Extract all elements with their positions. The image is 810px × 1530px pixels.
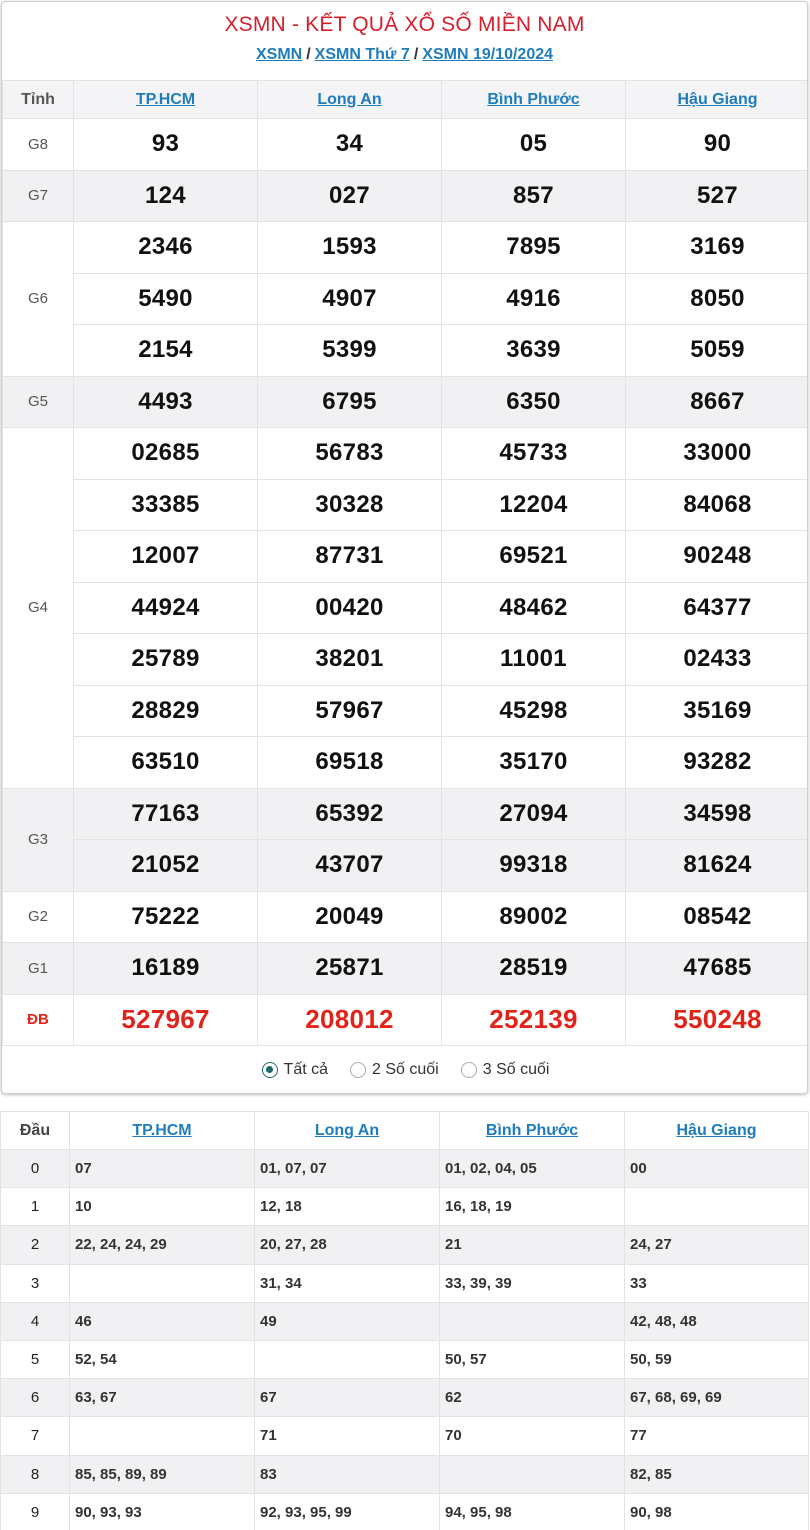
- prize-row: [3, 479, 809, 531]
- dau-row: [1, 1340, 809, 1378]
- prize-row: [3, 531, 809, 583]
- header-tinh: Tỉnh: [3, 81, 74, 119]
- dau-cell: 12, 18: [255, 1188, 440, 1226]
- filter-all-label: Tất cả: [283, 1061, 329, 1078]
- dau-cell: 07: [70, 1150, 255, 1188]
- page-title: XSMN - KẾT QUẢ XỔ SỐ MIỀN NAM: [224, 13, 585, 36]
- prize-number: 4493: [74, 376, 258, 428]
- dau-head-digit: 0: [1, 1150, 70, 1188]
- filter-last-2[interactable]: [350, 1061, 439, 1079]
- prize-number: 33385: [74, 479, 258, 531]
- dau-header-tphcm: [70, 1112, 255, 1150]
- radio-icon[interactable]: [350, 1062, 366, 1078]
- prize-number: 99318: [442, 840, 626, 892]
- prize-number: 16189: [74, 943, 258, 995]
- dau-cell: 71: [255, 1417, 440, 1455]
- prize-number: 28519: [442, 943, 626, 995]
- prize-row: [3, 428, 809, 480]
- dau-cell: [440, 1302, 625, 1340]
- prize-number: 02433: [626, 634, 809, 686]
- dau-cell: [625, 1188, 809, 1226]
- prize-number: 00420: [258, 582, 442, 634]
- dau-row: [1, 1302, 809, 1340]
- prize-row: [3, 170, 809, 222]
- dau-row: [1, 1188, 809, 1226]
- dau-head-digit: 7: [1, 1417, 70, 1455]
- prize-number: 08542: [626, 891, 809, 943]
- header-province-binhphuoc: [442, 81, 626, 119]
- prize-number: 05: [442, 119, 626, 171]
- prize-label: G3: [3, 788, 74, 891]
- prize-number: 12007: [74, 531, 258, 583]
- prize-number: 64377: [626, 582, 809, 634]
- prize-row: [3, 685, 809, 737]
- header-province-longan: [258, 81, 442, 119]
- dau-cell: 52, 54: [70, 1340, 255, 1378]
- prize-label: ĐB: [3, 994, 74, 1046]
- prize-number: 30328: [258, 479, 442, 531]
- results-table: [2, 80, 808, 1046]
- prize-number: 6795: [258, 376, 442, 428]
- prize-number: 38201: [258, 634, 442, 686]
- prize-number: 44924: [74, 582, 258, 634]
- prize-number: 90248: [626, 531, 809, 583]
- dau-header-longan: [255, 1112, 440, 1150]
- prize-number: 11001: [442, 634, 626, 686]
- breadcrumb-separator: /: [306, 46, 311, 63]
- prize-number: 4907: [258, 273, 442, 325]
- special-prize-number: 208012: [258, 994, 442, 1046]
- dau-cell: [70, 1264, 255, 1302]
- prize-number: 84068: [626, 479, 809, 531]
- prize-number: 5490: [74, 273, 258, 325]
- filter-last-2-label: 2 Số cuối: [372, 1061, 439, 1078]
- prize-number: 93282: [626, 737, 809, 789]
- radio-icon[interactable]: [461, 1062, 477, 1078]
- special-prize-number: 252139: [442, 994, 626, 1046]
- dau-cell: [440, 1455, 625, 1493]
- prize-number: 3169: [626, 222, 809, 274]
- dau-cell: 22, 24, 24, 29: [70, 1226, 255, 1264]
- dau-header-row: [1, 1112, 809, 1150]
- prize-number: 81624: [626, 840, 809, 892]
- dau-cell: 01, 07, 07: [255, 1150, 440, 1188]
- prize-number: 45298: [442, 685, 626, 737]
- dau-cell: 77: [625, 1417, 809, 1455]
- dau-head-digit: 5: [1, 1340, 70, 1378]
- province-link-longan[interactable]: Long An: [317, 90, 382, 108]
- prize-row: [3, 325, 809, 377]
- prize-label: G1: [3, 943, 74, 995]
- dau-row: [1, 1226, 809, 1264]
- province-link-tphcm[interactable]: TP.HCM: [135, 90, 196, 108]
- prize-row: [3, 788, 809, 840]
- dau-row: [1, 1455, 809, 1493]
- prize-number: 25789: [74, 634, 258, 686]
- dau-row: [1, 1493, 809, 1530]
- prize-number: 75222: [74, 891, 258, 943]
- dau-cell: 33, 39, 39: [440, 1264, 625, 1302]
- prize-row: [3, 943, 809, 995]
- dau-cell: 90, 93, 93: [70, 1493, 255, 1530]
- dau-cell: 46: [70, 1302, 255, 1340]
- dau-head-digit: 6: [1, 1379, 70, 1417]
- radio-selected-icon[interactable]: [262, 1062, 278, 1078]
- province-link-binhphuoc[interactable]: Bình Phước: [487, 90, 580, 108]
- breadcrumb-link-xsmn[interactable]: XSMN: [255, 46, 303, 63]
- prize-label: G5: [3, 376, 74, 428]
- dau-province-link-haugiang[interactable]: Hậu Giang: [676, 1121, 757, 1139]
- special-prize-number: 550248: [626, 994, 809, 1046]
- prize-number: 35169: [626, 685, 809, 737]
- filter-last-3[interactable]: [461, 1061, 550, 1079]
- prize-number: 48462: [442, 582, 626, 634]
- prize-number: 34598: [626, 788, 809, 840]
- prize-number: 3639: [442, 325, 626, 377]
- dau-head-digit: 4: [1, 1302, 70, 1340]
- prize-number: 34: [258, 119, 442, 171]
- dau-cell: 20, 27, 28: [255, 1226, 440, 1264]
- dau-row: [1, 1264, 809, 1302]
- prize-number: 69521: [442, 531, 626, 583]
- special-prize-number: 527967: [74, 994, 258, 1046]
- dau-cell: 82, 85: [625, 1455, 809, 1493]
- prize-number: 87731: [258, 531, 442, 583]
- title-block: [2, 2, 807, 80]
- prize-label: G6: [3, 222, 74, 377]
- prize-number: 27094: [442, 788, 626, 840]
- prize-number: 6350: [442, 376, 626, 428]
- prize-number: 12204: [442, 479, 626, 531]
- dau-cell: 67: [255, 1379, 440, 1417]
- dau-province-link-tphcm[interactable]: TP.HCM: [132, 1121, 192, 1139]
- prize-row: [3, 840, 809, 892]
- prize-number: 56783: [258, 428, 442, 480]
- prize-number: 027: [258, 170, 442, 222]
- breadcrumb-link-date[interactable]: XSMN 19/10/2024: [422, 46, 554, 63]
- dau-cell: 49: [255, 1302, 440, 1340]
- prize-row: [3, 994, 809, 1046]
- dau-cell: 00: [625, 1150, 809, 1188]
- prize-number: 69518: [258, 737, 442, 789]
- prize-number: 02685: [74, 428, 258, 480]
- prize-number: 45733: [442, 428, 626, 480]
- dau-cell: 01, 02, 04, 05: [440, 1150, 625, 1188]
- dau-table: [0, 1111, 809, 1530]
- dau-cell: 92, 93, 95, 99: [255, 1493, 440, 1530]
- dau-cell: 62: [440, 1379, 625, 1417]
- dau-cell: [255, 1340, 440, 1378]
- prize-number: 527: [626, 170, 809, 222]
- dau-cell: 16, 18, 19: [440, 1188, 625, 1226]
- prize-number: 47685: [626, 943, 809, 995]
- dau-cell: 24, 27: [625, 1226, 809, 1264]
- dau-province-link-binhphuoc[interactable]: Bình Phước: [485, 1121, 579, 1139]
- header-dau: Đầu: [1, 1112, 70, 1150]
- prize-row: [3, 891, 809, 943]
- dau-head-digit: 9: [1, 1493, 70, 1530]
- prize-number: 63510: [74, 737, 258, 789]
- breadcrumb-separator: /: [413, 46, 419, 63]
- prize-label: G7: [3, 170, 74, 222]
- prize-number: 7895: [442, 222, 626, 274]
- prize-number: 25871: [258, 943, 442, 995]
- dau-cell: 33: [625, 1264, 809, 1302]
- dau-province-link-longan[interactable]: Long An: [314, 1121, 380, 1139]
- prize-row: [3, 582, 809, 634]
- dau-cell: 94, 95, 98: [440, 1493, 625, 1530]
- dau-cell: 50, 59: [625, 1340, 809, 1378]
- prize-label: G2: [3, 891, 74, 943]
- prize-row: [3, 222, 809, 274]
- dau-cell: 67, 68, 69, 69: [625, 1379, 809, 1417]
- prize-number: 124: [74, 170, 258, 222]
- dau-cell: 90, 98: [625, 1493, 809, 1530]
- prize-row: [3, 119, 809, 171]
- results-header-row: [3, 81, 809, 119]
- dau-cell: 63, 67: [70, 1379, 255, 1417]
- prize-number: 21052: [74, 840, 258, 892]
- prize-number: 5059: [626, 325, 809, 377]
- prize-number: 77163: [74, 788, 258, 840]
- breadcrumb: [2, 46, 807, 64]
- dau-cell: [70, 1417, 255, 1455]
- prize-number: 35170: [442, 737, 626, 789]
- dau-head-digit: 2: [1, 1226, 70, 1264]
- digit-filter: [2, 1048, 808, 1092]
- prize-label: G8: [3, 119, 74, 171]
- prize-number: 2154: [74, 325, 258, 377]
- filter-last-3-label: 3 Số cuối: [482, 1061, 550, 1078]
- dau-cell: 50, 57: [440, 1340, 625, 1378]
- dau-cell: 42, 48, 48: [625, 1302, 809, 1340]
- dau-cell: 83: [255, 1455, 440, 1493]
- prize-number: 20049: [258, 891, 442, 943]
- prize-number: 4916: [442, 273, 626, 325]
- dau-cell: 31, 34: [255, 1264, 440, 1302]
- prize-row: [3, 737, 809, 789]
- dau-cell: 85, 85, 89, 89: [70, 1455, 255, 1493]
- filter-all[interactable]: [262, 1061, 328, 1079]
- prize-number: 2346: [74, 222, 258, 274]
- prize-number: 90: [626, 119, 809, 171]
- prize-label: G4: [3, 428, 74, 789]
- dau-head-digit: 1: [1, 1188, 70, 1226]
- dau-header-haugiang: [625, 1112, 809, 1150]
- prize-number: 8667: [626, 376, 809, 428]
- prize-number: 5399: [258, 325, 442, 377]
- breadcrumb-link-thu7[interactable]: XSMN Thứ 7: [314, 46, 410, 63]
- prize-number: 857: [442, 170, 626, 222]
- prize-number: 1593: [258, 222, 442, 274]
- header-province-haugiang: [626, 81, 809, 119]
- prize-number: 33000: [626, 428, 809, 480]
- dau-head-digit: 3: [1, 1264, 70, 1302]
- province-link-haugiang[interactable]: Hậu Giang: [677, 90, 758, 108]
- prize-number: 89002: [442, 891, 626, 943]
- dau-head-digit: 8: [1, 1455, 70, 1493]
- dau-header-binhphuoc: [440, 1112, 625, 1150]
- dau-cell: 70: [440, 1417, 625, 1455]
- prize-number: 65392: [258, 788, 442, 840]
- prize-row: [3, 376, 809, 428]
- prize-number: 93: [74, 119, 258, 171]
- dau-row: [1, 1379, 809, 1417]
- dau-cell: 21: [440, 1226, 625, 1264]
- dau-row: [1, 1150, 809, 1188]
- prize-number: 57967: [258, 685, 442, 737]
- prize-number: 28829: [74, 685, 258, 737]
- prize-number: 8050: [626, 273, 809, 325]
- results-card: [1, 1, 808, 1094]
- dau-row: [1, 1417, 809, 1455]
- header-province-tphcm: [74, 81, 258, 119]
- dau-cell: 10: [70, 1188, 255, 1226]
- prize-row: [3, 273, 809, 325]
- prize-number: 43707: [258, 840, 442, 892]
- prize-row: [3, 634, 809, 686]
